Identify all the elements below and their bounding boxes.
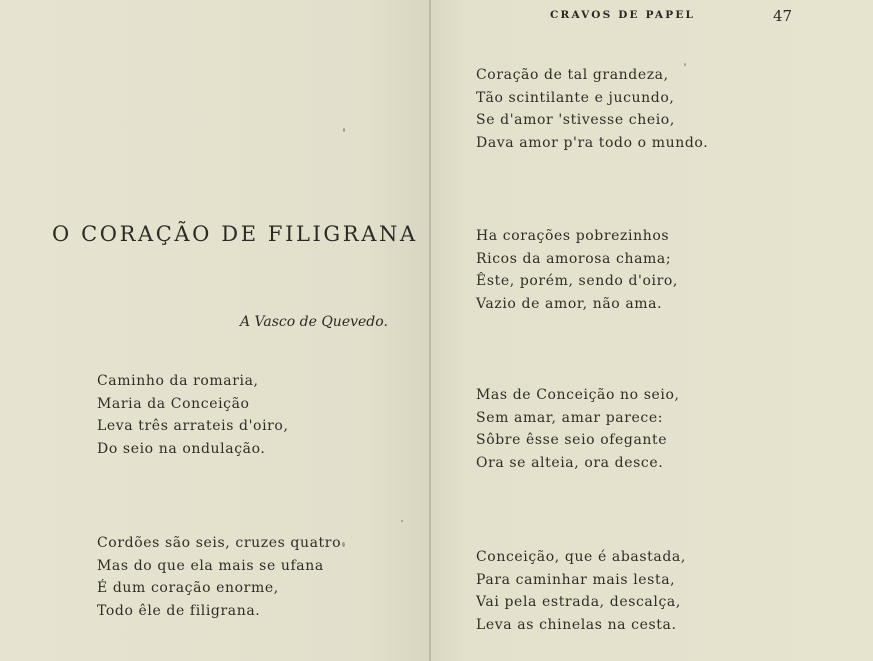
paper-spot: [401, 520, 403, 522]
stanza-1: [97, 370, 289, 460]
verse-line: Mas do que ela mais se ufana: [97, 557, 324, 574]
verse-line: Tão scintilante e jucundo,: [476, 89, 675, 106]
paper-spot: [684, 63, 686, 66]
verse-line: Sem amar, amar parece:: [476, 409, 664, 426]
verse-line: Vai pela estrada, descalça,: [476, 594, 681, 610]
verse-line: Mas de Conceição no seio,: [476, 387, 680, 403]
verse-line: Vazio de amor, não ama.: [476, 295, 663, 312]
verse-line: Leva três arrateis d'oiro,: [97, 418, 289, 434]
poem-title: O CORAÇÃO DE FILIGRANA: [52, 222, 418, 246]
verse-line: Êste, porém, sendo d'oiro,: [476, 273, 678, 289]
verse-line: Ricos da amorosa chama;: [476, 250, 672, 267]
stanza-2: [97, 532, 341, 622]
verse-line: Maria da Conceição: [97, 395, 250, 412]
verse-line: Ora se alteia, ora desce.: [476, 454, 664, 471]
stanza-3: [476, 64, 708, 154]
page-number: 47: [773, 7, 793, 25]
paper-spot: [342, 542, 345, 547]
verse-line: Sôbre êsse seio ofegante: [476, 432, 668, 448]
verse-line: Leva as chinelas na cesta.: [476, 616, 677, 633]
book-gutter: [429, 0, 431, 661]
stanza-4: [476, 225, 678, 315]
verse-line: Do seio na ondulação.: [97, 440, 266, 457]
verse-line: Todo êle de filigrana.: [97, 602, 261, 619]
paper-spot: [343, 128, 345, 132]
verse-line: Cordões são seis, cruzes quatro: [97, 535, 342, 551]
verse-line: Se d'amor 'stivesse cheio,: [476, 112, 675, 128]
verse-line: Para caminhar mais lesta,: [476, 571, 676, 588]
verse-line: É dum coração enorme,: [97, 580, 279, 596]
verse-line: Ha corações pobrezinhos: [476, 228, 670, 244]
verse-line: Conceição, que é abastada,: [476, 549, 686, 565]
verse-line: Dava amor p'ra todo o mundo.: [476, 134, 709, 151]
running-title: CRAVOS DE PAPEL: [550, 9, 696, 21]
dedication: A Vasco de Quevedo.: [240, 314, 388, 330]
verse-line: Caminho da romaria,: [97, 373, 259, 389]
stanza-6: [476, 546, 686, 636]
stanza-5: [476, 384, 680, 474]
verse-line: Coração de tal grandeza,: [476, 67, 669, 83]
